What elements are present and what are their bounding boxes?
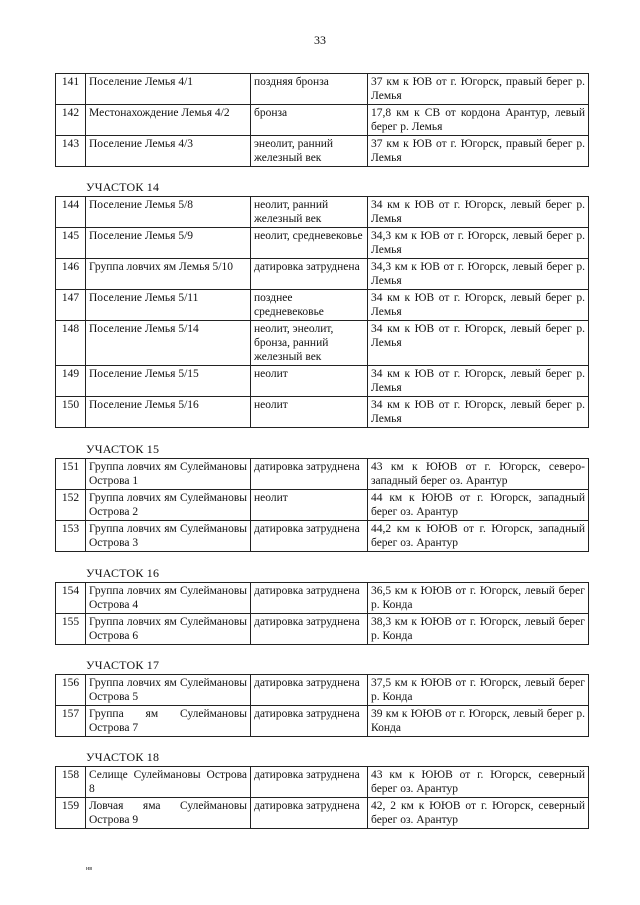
- register-table: [55, 766, 589, 829]
- section-title: УЧАСТОК 17: [86, 658, 160, 672]
- row-number: 151: [56, 459, 86, 490]
- row-number: 145: [56, 228, 86, 259]
- table-row: [56, 798, 589, 829]
- table-row: [56, 197, 589, 228]
- section-title: УЧАСТОК 15: [86, 442, 160, 456]
- site-location: 37,5 км к ЮЮВ от г. Югорск, левый берег р. Конда: [368, 675, 589, 706]
- row-number: 154: [56, 583, 86, 614]
- site-location: 34 км к ЮВ от г. Югорск, левый берег р. Лемья: [368, 197, 589, 228]
- register-table: [55, 73, 589, 167]
- row-number: 149: [56, 366, 86, 397]
- site-name: Поселение Лемья 4/3: [86, 136, 251, 167]
- row-number: 142: [56, 105, 86, 136]
- row-number: 141: [56, 74, 86, 105]
- table-row: [56, 459, 589, 490]
- table-row: [56, 767, 589, 798]
- row-number: 143: [56, 136, 86, 167]
- site-name: Группа ловчих ям Лемья 5/10: [86, 259, 251, 290]
- table-row: [56, 675, 589, 706]
- site-period: неолит, средневековье: [251, 228, 368, 259]
- site-name: Местонахождение Лемья 4/2: [86, 105, 251, 136]
- table-row: [56, 228, 589, 259]
- site-period: неолит: [251, 397, 368, 428]
- row-number: 147: [56, 290, 86, 321]
- section-title: УЧАСТОК 16: [86, 566, 160, 580]
- site-location: 43 км к ЮЮВ от г. Югорск, северо-западный берег оз. Арантур: [368, 459, 589, 490]
- site-location: 36,5 км к ЮЮВ от г. Югорск, левый берег р. Конда: [368, 583, 589, 614]
- site-location: 34 км к ЮВ от г. Югорск, левый берег р. Лемья: [368, 290, 589, 321]
- register-table: [55, 196, 589, 428]
- row-number: 153: [56, 521, 86, 552]
- register-table: [55, 458, 589, 552]
- site-location: 17,8 км к СВ от кордона Арантур, левый берег р. Лемья: [368, 105, 589, 136]
- site-period: датировка затруднена: [251, 798, 368, 829]
- site-period: датировка затруднена: [251, 614, 368, 645]
- register-table: [55, 674, 589, 737]
- site-location: 38,3 км к ЮЮВ от г. Югорск, левый берег р. Конда: [368, 614, 589, 645]
- site-period: бронза: [251, 105, 368, 136]
- table-row: [56, 366, 589, 397]
- table-row: [56, 259, 589, 290]
- site-period: неолит: [251, 366, 368, 397]
- table-row: [56, 490, 589, 521]
- table-row: [56, 321, 589, 366]
- site-period: неолит, ранний железный век: [251, 197, 368, 228]
- site-period: датировка затруднена: [251, 521, 368, 552]
- row-number: 144: [56, 197, 86, 228]
- site-period: неолит, энеолит, бронза, ранний железный век: [251, 321, 368, 366]
- site-name: Поселение Лемья 5/14: [86, 321, 251, 366]
- site-name: Селище Сулеймановы Острова 8: [86, 767, 251, 798]
- site-location: 44,2 км к ЮЮВ от г. Югорск, западный берег оз. Арантур: [368, 521, 589, 552]
- site-period: датировка затруднена: [251, 767, 368, 798]
- site-location: 39 км к ЮЮВ от г. Югорск, левый берег р. Конда: [368, 706, 589, 737]
- site-period: датировка затруднена: [251, 583, 368, 614]
- site-location: 42, 2 км к ЮЮВ от г. Югорск, северный берег оз. Арантур: [368, 798, 589, 829]
- section-title: УЧАСТОК 14: [86, 180, 160, 194]
- site-location: 34,3 км к ЮВ от г. Югорск, левый берег р. Лемья: [368, 259, 589, 290]
- row-number: 150: [56, 397, 86, 428]
- site-location: 34 км к ЮВ от г. Югорск, левый берег р. Лемья: [368, 321, 589, 366]
- site-name: Поселение Лемья 5/16: [86, 397, 251, 428]
- section-title: УЧАСТОК 18: [86, 750, 160, 764]
- site-name: Поселение Лемья 5/11: [86, 290, 251, 321]
- table-row: [56, 74, 589, 105]
- table-row: [56, 521, 589, 552]
- site-location: 34 км к ЮВ от г. Югорск, левый берег р. Лемья: [368, 366, 589, 397]
- site-name: Поселение Лемья 5/15: [86, 366, 251, 397]
- site-location: 37 км к ЮВ от г. Югорск, правый берег р. Лемья: [368, 136, 589, 167]
- register-table: [55, 582, 589, 645]
- site-location: 44 км к ЮЮВ от г. Югорск, западный берег оз. Арантур: [368, 490, 589, 521]
- row-number: 146: [56, 259, 86, 290]
- site-name: Поселение Лемья 4/1: [86, 74, 251, 105]
- table-row: [56, 583, 589, 614]
- site-period: поздняя бронза: [251, 74, 368, 105]
- site-location: 37 км к ЮВ от г. Югорск, правый берег р. Лемья: [368, 74, 589, 105]
- row-number: 155: [56, 614, 86, 645]
- site-name: Группа ловчих ям Сулеймановы Острова 2: [86, 490, 251, 521]
- table-row: [56, 290, 589, 321]
- row-number: 152: [56, 490, 86, 521]
- site-name: Группа ловчих ям Сулеймановы Острова 5: [86, 675, 251, 706]
- site-period: датировка затруднена: [251, 706, 368, 737]
- row-number: 157: [56, 706, 86, 737]
- site-period: датировка затруднена: [251, 459, 368, 490]
- site-period: позднее средневековье: [251, 290, 368, 321]
- page-number: 33: [314, 33, 326, 47]
- table-row: [56, 136, 589, 167]
- footer-mark: нв: [86, 866, 93, 872]
- site-period: датировка затруднена: [251, 259, 368, 290]
- site-name: Группа ловчих ям Сулеймановы Острова 4: [86, 583, 251, 614]
- site-period: энеолит, ранний железный век: [251, 136, 368, 167]
- row-number: 158: [56, 767, 86, 798]
- row-number: 148: [56, 321, 86, 366]
- table-row: [56, 706, 589, 737]
- site-name: Ловчая яма Сулеймановы Острова 9: [86, 798, 251, 829]
- site-name: Группа ям Сулеймановы Острова 7: [86, 706, 251, 737]
- table-row: [56, 614, 589, 645]
- site-period: неолит: [251, 490, 368, 521]
- site-name: Поселение Лемья 5/9: [86, 228, 251, 259]
- row-number: 156: [56, 675, 86, 706]
- site-name: Группа ловчих ям Сулеймановы Острова 1: [86, 459, 251, 490]
- table-row: [56, 397, 589, 428]
- row-number: 159: [56, 798, 86, 829]
- site-period: датировка затруднена: [251, 675, 368, 706]
- site-location: 43 км к ЮЮВ от г. Югорск, северный берег оз. Арантур: [368, 767, 589, 798]
- site-location: 34 км к ЮВ от г. Югорск, левый берег р. Лемья: [368, 397, 589, 428]
- site-name: Поселение Лемья 5/8: [86, 197, 251, 228]
- site-name: Группа ловчих ям Сулеймановы Острова 6: [86, 614, 251, 645]
- table-row: [56, 105, 589, 136]
- site-name: Группа ловчих ям Сулеймановы Острова 3: [86, 521, 251, 552]
- site-location: 34,3 км к ЮВ от г. Югорск, левый берег р. Лемья: [368, 228, 589, 259]
